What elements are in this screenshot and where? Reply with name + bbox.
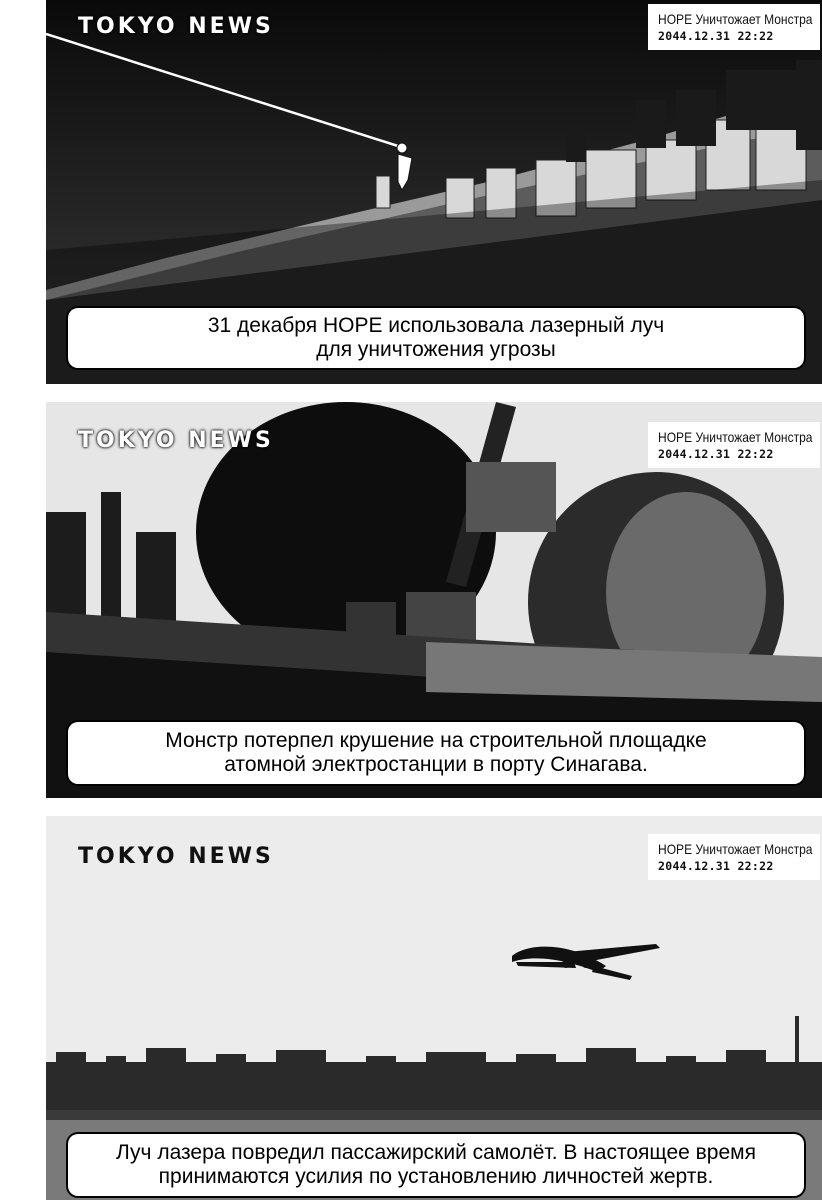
ticker-timestamp: 2044.12.31 22:22	[658, 859, 774, 873]
ticker-headline: HOPE Уничтожает Монстра	[658, 841, 813, 857]
ticker-headline: HOPE Уничтожает Монстра	[658, 429, 813, 445]
news-panel-laser-beam	[46, 0, 822, 384]
news-ticker	[648, 834, 820, 880]
news-ticker	[648, 422, 820, 468]
news-ticker	[648, 4, 820, 50]
tokyo-news-logo: TOKYO NEWS	[78, 844, 274, 869]
caption-box	[68, 722, 804, 784]
news-panel-airplane	[46, 816, 822, 1200]
caption-line: принимаются усилия по установлению личностей жертв.	[158, 1165, 714, 1188]
caption-line: для уничтожения угрозы	[316, 338, 556, 361]
caption-line: Луч лазера повредил пассажирский самолёт. В настоящее время	[116, 1141, 756, 1164]
ticker-headline: HOPE Уничтожает Монстра	[658, 11, 813, 27]
news-panel-monster-crash	[46, 402, 822, 798]
caption-line: атомной электростанции в порту Синагава.	[224, 753, 648, 776]
caption-line: Монстр потерпел крушение на строительной площадке	[165, 729, 707, 752]
ticker-timestamp: 2044.12.31 22:22	[658, 447, 774, 461]
caption-box	[68, 308, 804, 368]
tokyo-news-logo: TOKYO NEWS	[78, 428, 274, 453]
caption-line: 31 декабря HOPE использовала лазерный луч	[207, 314, 665, 337]
ticker-timestamp: 2044.12.31 22:22	[658, 29, 774, 43]
tokyo-news-logo: TOKYO NEWS	[78, 14, 274, 39]
caption-box	[68, 1134, 804, 1196]
